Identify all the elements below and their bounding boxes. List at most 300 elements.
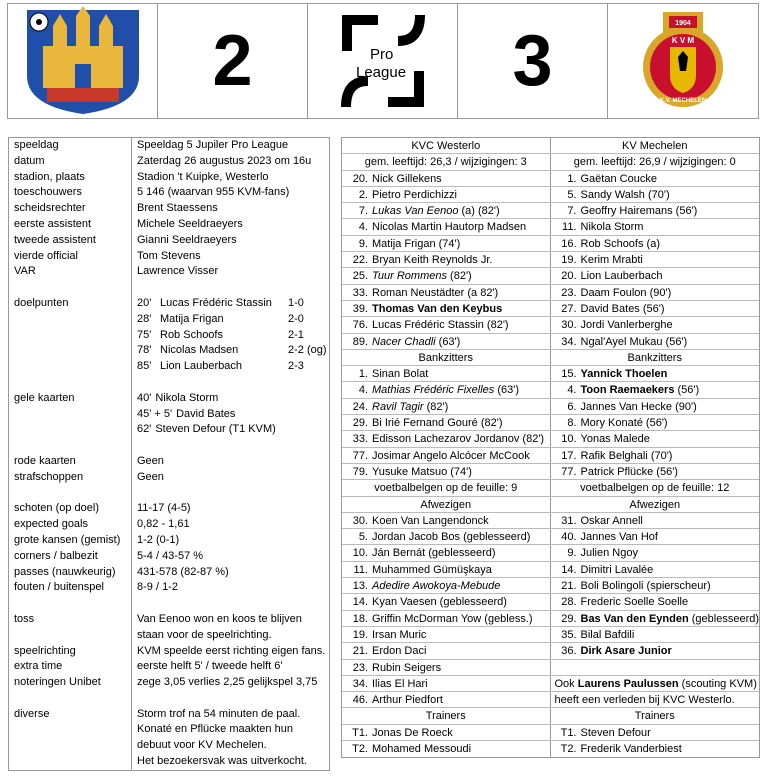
lineup-row: [342, 545, 759, 561]
info-value: [132, 391, 329, 407]
info-key: scheidsrechter: [9, 201, 132, 217]
info-value: Gianni Seeldraeyers: [137, 233, 237, 246]
player-note: (a) (82'): [458, 205, 500, 218]
lineup-row: [342, 578, 759, 594]
player-name: Sinan Bolat: [372, 368, 429, 381]
player-cell: [551, 317, 760, 332]
info-row: [9, 533, 329, 549]
section-header: Bankzitters: [342, 350, 551, 365]
player-name: Ravil Tagir: [372, 400, 424, 413]
info-row: [9, 233, 329, 249]
info-row: [9, 549, 329, 565]
player-cell: [551, 366, 760, 381]
info-key: vierde official: [9, 249, 132, 265]
player-name: David Bates (56'): [580, 302, 665, 315]
player-name: Daam Foulon (90'): [580, 286, 672, 299]
player-cell: [551, 187, 760, 202]
info-key: [9, 722, 132, 738]
player-cell: [551, 741, 760, 757]
lineup-row: [342, 138, 759, 154]
info-key: expected goals: [9, 517, 132, 533]
lineup-row: [342, 334, 759, 350]
info-value: [132, 296, 329, 312]
lineup-row: [342, 529, 759, 545]
player-cell: [342, 203, 551, 218]
info-row: [9, 470, 329, 486]
player-name: Thomas Van den Keybus: [372, 302, 503, 315]
shirt-number: 10.: [561, 433, 577, 446]
player-cell: [551, 627, 760, 642]
info-key: noteringen Unibet: [9, 675, 132, 691]
lineup-row: [342, 448, 759, 464]
player-name: Bryan Keith Reynolds Jr.: [372, 254, 493, 267]
player-cell: [551, 382, 760, 397]
player-cell: [342, 268, 551, 283]
shirt-number: 77.: [352, 449, 368, 462]
info-value: [132, 691, 329, 707]
info-key: [9, 738, 132, 754]
shirt-number: 35.: [561, 628, 577, 641]
info-value: Tom Stevens: [137, 249, 201, 262]
shirt-number: 29.: [352, 417, 368, 430]
info-key: [9, 628, 132, 644]
info-key: fouten / buitenspel: [9, 580, 132, 596]
shirt-number: 8.: [567, 417, 577, 430]
crest-kvm-text: K V M: [671, 36, 695, 45]
player-cell: [342, 219, 551, 234]
info-key: diverse: [9, 707, 132, 723]
info-key: VAR: [9, 264, 132, 280]
info-row: [9, 154, 329, 170]
info-value: Konaté en Pflücke maakten hun: [137, 723, 293, 736]
player-cell: [342, 464, 551, 479]
info-key: corners / balbezit: [9, 549, 132, 565]
info-row: [9, 501, 329, 517]
goal-minute: 85': [137, 360, 152, 373]
info-key: schoten (op doel): [9, 501, 132, 517]
player-name: Josimar Angelo Alcócer McCook: [372, 449, 530, 462]
info-key: toss: [9, 612, 132, 628]
info-key: [9, 486, 132, 502]
info-value: [132, 486, 329, 502]
away-score: 3: [458, 4, 608, 118]
player-name: Jannes Van Hecke (90'): [580, 400, 697, 413]
shirt-number: 24.: [352, 400, 368, 413]
info-key: [9, 596, 132, 612]
player-name: Koen Van Langendonck: [372, 514, 489, 527]
player-name: Frederic Soelle Soelle: [580, 596, 689, 609]
lineup-row: [342, 480, 759, 496]
player-cell: [342, 301, 551, 316]
player-note: (geblesseerd): [688, 612, 759, 625]
lineup-row: [342, 236, 759, 252]
player-cell: [342, 448, 551, 463]
player-name: Lion Lauberbach: [580, 270, 663, 283]
info-row: [9, 754, 329, 770]
info-key: eerste assistent: [9, 217, 132, 233]
info-row: [9, 707, 329, 723]
player-name: Bilal Bafdili: [580, 628, 635, 641]
lineup-row: [342, 627, 759, 643]
info-key: [9, 312, 132, 328]
lineup-row: [342, 594, 759, 610]
info-value: Lawrence Visser: [137, 265, 219, 278]
player-note: (56'): [674, 384, 700, 397]
info-value: 431-578 (82-87 %): [137, 565, 229, 578]
info-key: [9, 754, 132, 770]
shirt-number: 10.: [352, 547, 368, 560]
lineup-row: [342, 350, 759, 366]
shirt-number: 27.: [561, 302, 577, 315]
shirt-number: T2.: [560, 742, 577, 755]
info-value: [132, 312, 329, 328]
shirt-number: 76.: [352, 319, 368, 332]
player-cell: [551, 219, 760, 234]
player-cell: [342, 399, 551, 414]
player-cell: [551, 611, 760, 626]
info-row: [9, 296, 329, 312]
info-value: [132, 359, 329, 375]
lineup-row: [342, 513, 759, 529]
info-value: Stadion 't Kuipke, Westerlo: [137, 170, 269, 183]
player-cell: [342, 236, 551, 251]
info-value: 1-2 (0-1): [137, 533, 180, 546]
player-name: Adedire Awokoya-Mebude: [372, 580, 501, 593]
info-value: Brent Staessens: [137, 202, 218, 215]
shirt-number: 18.: [352, 612, 368, 625]
card-minute: 45' + 5': [137, 407, 173, 420]
info-key: speelrichting: [9, 644, 132, 660]
info-value: [132, 328, 329, 344]
info-row: [9, 596, 329, 612]
info-value: [132, 422, 329, 438]
player-name: Jonas De Roeck: [372, 726, 453, 739]
player-name: Nick Gillekens: [372, 172, 442, 185]
shirt-number: 16.: [561, 237, 577, 250]
info-value: 11-17 (4-5): [137, 502, 191, 515]
player-cell: [551, 513, 760, 528]
player-name: Ook: [554, 677, 578, 690]
player-name: Nicolas Martin Hautorp Madsen: [372, 221, 527, 234]
info-key: [9, 375, 132, 391]
player-name: Julien Ngoy: [580, 547, 638, 560]
player-note: (scouting KVM): [678, 677, 757, 690]
shirt-number: 13.: [352, 580, 368, 593]
player-name: Arthur Piedfort: [372, 694, 443, 707]
player-cell: [342, 317, 551, 332]
player-cell: [342, 415, 551, 430]
player-name: Rubin Seigers: [372, 661, 442, 674]
section-header: Bankzitters: [627, 351, 682, 364]
player-name: Nacer Chadli: [372, 335, 436, 348]
player-name: Lucas Frédéric Stassin (82'): [372, 319, 509, 332]
info-row: [9, 185, 329, 201]
player-name: Roman Neustädter (a 82'): [372, 286, 499, 299]
player-name: Kerim Mrabti: [580, 254, 643, 267]
info-key: toeschouwers: [9, 185, 132, 201]
info-value: [132, 407, 329, 423]
shirt-number: 4.: [358, 384, 368, 397]
player-cell: [551, 431, 760, 446]
team-name: KVC Westerlo: [342, 138, 551, 153]
info-key: [9, 343, 132, 359]
shirt-number: 5.: [358, 531, 368, 544]
shirt-number: 77.: [561, 465, 577, 478]
player-name: Dirk Asare Junior: [580, 645, 672, 658]
info-key: [9, 328, 132, 344]
info-row: [9, 612, 329, 628]
shirt-number: 21.: [561, 580, 577, 593]
info-key: stadion, plaats: [9, 170, 132, 186]
player-name: Mohamed Messoudi: [372, 742, 472, 755]
card-player: Nikola Storm: [155, 391, 219, 404]
player-name: Yonas Malede: [580, 433, 650, 446]
player-name: Frederik Vanderbiest: [580, 742, 682, 755]
westerlo-crest-icon: [19, 6, 147, 116]
info-value: [132, 375, 329, 391]
info-row: [9, 201, 329, 217]
info-key: [9, 280, 132, 296]
shirt-number: 1.: [567, 172, 577, 185]
player-name: Geoffry Hairemans (56'): [580, 205, 698, 218]
goal-score: 1-0: [288, 296, 304, 309]
section-header: Trainers: [634, 710, 675, 723]
league-text-1: Pro: [369, 46, 393, 63]
info-key: [9, 407, 132, 423]
info-value: Zaterdag 26 augustus 2023 om 16u: [137, 154, 312, 167]
goal-scorer: Matija Frigan: [160, 312, 224, 325]
info-row: [9, 738, 329, 754]
shirt-number: 89.: [352, 335, 368, 348]
shirt-number: 46.: [352, 694, 368, 707]
shirt-number: T1.: [352, 726, 368, 739]
lineup-row: [342, 660, 759, 676]
goal-scorer: Rob Schoofs: [160, 328, 223, 341]
league-text-2: League: [355, 64, 406, 81]
shirt-number: 31.: [561, 514, 577, 527]
player-name: Jordi Vanlerberghe: [580, 319, 673, 332]
player-cell: [551, 545, 760, 560]
info-row: [9, 517, 329, 533]
info-row: [9, 644, 329, 660]
shirt-number: T2.: [352, 742, 368, 755]
player-cell: [342, 171, 551, 186]
info-key: datum: [9, 154, 132, 170]
info-value: [132, 596, 329, 612]
info-key: gele kaarten: [9, 391, 132, 407]
player-name: Jordan Jacob Bos (geblesseerd): [372, 531, 531, 544]
info-key: [9, 438, 132, 454]
info-value: debuut voor KV Mechelen.: [137, 739, 267, 752]
shirt-number: 15.: [561, 368, 577, 381]
section-header: Trainers: [342, 708, 551, 723]
info-row: [9, 138, 329, 154]
home-crest-cell: [8, 4, 158, 118]
info-row: [9, 580, 329, 596]
lineup-row: [342, 708, 759, 724]
lineup-table: [341, 137, 760, 758]
section-header: Afwezigen: [342, 497, 551, 512]
info-row: [9, 217, 329, 233]
player-name: Ngal'Ayel Mukau (56'): [580, 335, 688, 348]
info-row: [9, 628, 329, 644]
info-value: [132, 343, 329, 359]
goal-scorer: Nicolas Madsen: [160, 344, 239, 357]
lineup-row: [342, 497, 759, 513]
info-row: [9, 454, 329, 470]
info-row: [9, 343, 329, 359]
info-key: extra time: [9, 659, 132, 675]
player-cell: [551, 643, 760, 658]
player-cell: [551, 236, 760, 251]
info-key: grote kansen (gemist): [9, 533, 132, 549]
player-name: Tuur Rommens: [372, 270, 447, 283]
shirt-number: 1.: [358, 368, 368, 381]
shirt-number: 21.: [352, 645, 368, 658]
goal-scorer: Lion Lauberbach: [160, 360, 242, 373]
info-value: staan voor de speelrichting.: [137, 628, 272, 641]
info-key: speeldag: [9, 138, 132, 154]
player-cell: [342, 285, 551, 300]
player-note: (63'): [494, 384, 519, 397]
shirt-number: 29.: [561, 612, 577, 625]
shirt-number: 79.: [352, 465, 368, 478]
lineup-row: [342, 285, 759, 301]
info-key: doelpunten: [9, 296, 132, 312]
info-row: [9, 407, 329, 423]
player-name: Nikola Storm: [580, 221, 644, 234]
goal-minute: 75': [137, 328, 152, 341]
shirt-number: 9.: [567, 547, 577, 560]
lineup-row: [342, 203, 759, 219]
player-cell: [551, 578, 760, 593]
player-cell: [551, 203, 760, 218]
feuille-away: voetbalbelgen op de feuille: 12: [580, 482, 730, 495]
lineup-row: [342, 301, 759, 317]
lineup-row: [342, 676, 759, 692]
player-cell: [551, 660, 760, 675]
away-crest-cell: [608, 4, 758, 118]
info-key: strafschoppen: [9, 470, 132, 486]
shirt-number: 19.: [561, 254, 577, 267]
info-row: [9, 565, 329, 581]
player-name: Toon Raemaekers: [580, 384, 675, 397]
away-age: gem. leeftijd: 26,9 / wijzigingen: 0: [573, 156, 736, 169]
shirt-number: 36.: [561, 645, 577, 658]
info-value: eerste helft 5' / tweede helft 6': [137, 660, 283, 673]
info-value: Michele Seeldraeyers: [137, 217, 243, 230]
player-cell: [551, 171, 760, 186]
player-cell: [342, 594, 551, 609]
player-cell: [551, 594, 760, 609]
info-row: [9, 422, 329, 438]
player-cell: [342, 431, 551, 446]
info-row: [9, 170, 329, 186]
info-value: Van Eenoo won en koos te blijven: [137, 612, 302, 625]
player-name: Gaëtan Coucke: [580, 172, 657, 185]
player-note: (82'): [446, 270, 472, 283]
goal-minute: 20': [137, 296, 152, 309]
player-name: Yannick Thoelen: [580, 368, 668, 381]
info-key: tweede assistent: [9, 233, 132, 249]
player-name: Patrick Pflücke (56'): [580, 465, 678, 478]
info-row: [9, 280, 329, 296]
shirt-number: 40.: [561, 531, 577, 544]
player-name: Sandy Walsh (70'): [580, 188, 670, 201]
player-cell: [342, 334, 551, 349]
shirt-number: 11.: [353, 563, 368, 576]
player-cell: [342, 252, 551, 267]
player-name: Mory Konaté (56'): [580, 417, 668, 430]
player-cell: [551, 301, 760, 316]
player-cell: [551, 676, 760, 691]
player-name: Yusuke Matsuo (74'): [372, 465, 472, 478]
match-header: [7, 3, 759, 119]
goal-minute: 28': [137, 312, 152, 325]
info-row: [9, 328, 329, 344]
lineup-row: [342, 562, 759, 578]
shirt-number: 33.: [352, 433, 368, 446]
lineup-row: [342, 741, 759, 757]
lineup-row: [342, 382, 759, 398]
player-cell: [342, 366, 551, 381]
lineup-row: [342, 219, 759, 235]
match-info-table: [8, 137, 330, 771]
info-key: [9, 359, 132, 375]
info-row: [9, 312, 329, 328]
player-name-bold: Laurens Paulussen: [577, 677, 679, 690]
info-value: KVM speelde eerst richting eigen fans.: [137, 644, 326, 657]
shirt-number: 7.: [358, 205, 368, 218]
player-name: Rob Schoofs (a): [580, 237, 660, 250]
info-value: 0,82 - 1,61: [137, 518, 190, 531]
lineup-row: [342, 725, 759, 741]
card-player: David Bates: [176, 407, 236, 420]
info-row: [9, 486, 329, 502]
player-cell: [551, 285, 760, 300]
player-name: Pietro Perdichizzi: [372, 188, 457, 201]
lineup-row: [342, 464, 759, 480]
lineup-row: [342, 187, 759, 203]
player-cell: [342, 643, 551, 658]
shirt-number: 19.: [352, 628, 368, 641]
player-cell: [342, 741, 551, 757]
info-value: 5-4 / 43-57 %: [137, 549, 204, 562]
player-cell: [551, 268, 760, 283]
pro-league-logo: [308, 4, 458, 118]
player-note: (63'): [435, 335, 461, 348]
info-key: [9, 691, 132, 707]
lineup-row: [342, 611, 759, 627]
player-cell: [342, 725, 551, 740]
player-cell: [551, 252, 760, 267]
player-cell: [342, 660, 551, 675]
home-age: gem. leeftijd: 26,3 / wijzigingen: 3: [342, 154, 551, 169]
shirt-number: 7.: [567, 205, 577, 218]
player-cell: [551, 399, 760, 414]
team-name: KV Mechelen: [622, 140, 688, 152]
shirt-number: 9.: [358, 237, 368, 250]
shirt-number: 14.: [352, 596, 368, 609]
info-value: 8-9 / 1-2: [137, 581, 178, 594]
shirt-number: 25.: [352, 270, 368, 283]
info-value: Speeldag 5 Jupiler Pro League: [137, 139, 289, 151]
shirt-number: 30.: [352, 514, 368, 527]
player-cell: [342, 611, 551, 626]
shirt-number: 20.: [561, 270, 577, 283]
shirt-number: 17.: [561, 449, 577, 462]
player-name: Boli Bolingoli (spierscheur): [580, 580, 711, 593]
